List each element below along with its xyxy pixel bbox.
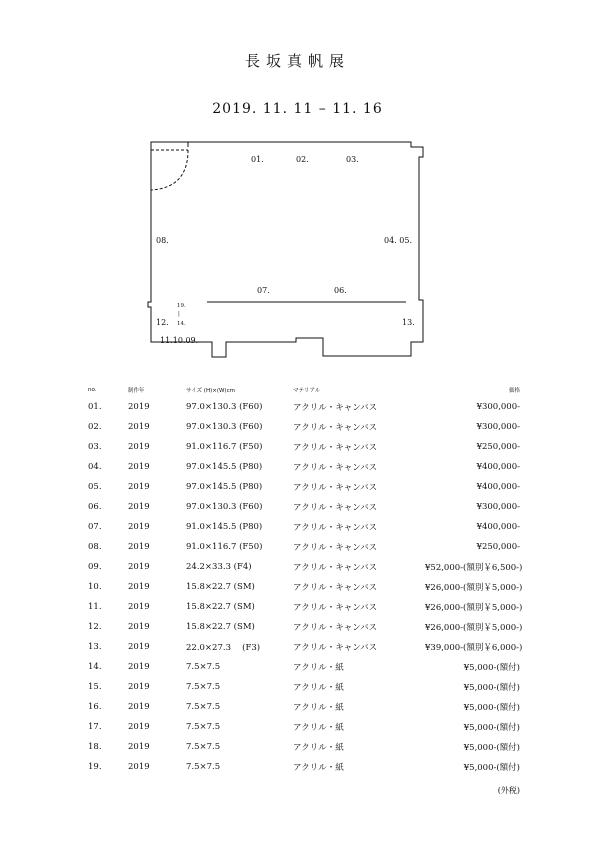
- cell-year: 2019: [128, 762, 150, 772]
- cell-size: 97.0×130.3 (F60): [186, 422, 263, 432]
- cell-price: ¥26,000-(額別￥5,000-): [425, 623, 523, 633]
- cell-year: 2019: [128, 522, 150, 532]
- cell-size: 15.8×22.7 (SM): [186, 622, 255, 632]
- cell-material: アクリル・紙: [293, 723, 344, 733]
- table-row: [88, 617, 520, 637]
- cell-year: 2019: [128, 702, 150, 712]
- cell-no: 07.: [88, 522, 102, 532]
- works-table-body: [88, 397, 523, 777]
- table-row: [88, 557, 520, 577]
- cell-year: 2019: [128, 502, 150, 512]
- cell-size: 97.0×145.5 (P80): [186, 482, 263, 492]
- cell-size: 15.8×22.7 (SM): [186, 582, 255, 592]
- cell-price: ¥5,000-(額付): [463, 683, 520, 693]
- cell-no: 09.: [88, 562, 102, 572]
- cell-size: 97.0×130.3 (F60): [186, 502, 263, 512]
- header-material: マテリアル: [293, 387, 321, 394]
- cell-size: 22.0×27.3 (F3): [186, 643, 261, 653]
- cell-material: アクリル・紙: [293, 763, 344, 773]
- cell-no: 19.: [88, 762, 102, 772]
- exhibition-dates: 2019. 11. 11 – 11. 16: [212, 101, 383, 117]
- table-header-row: [88, 382, 520, 397]
- cell-no: 13.: [88, 642, 102, 652]
- cell-no: 06.: [88, 502, 102, 512]
- cell-year: 2019: [128, 662, 150, 672]
- cell-no: 03.: [88, 442, 102, 452]
- cell-no: 14.: [88, 662, 102, 672]
- cell-no: 18.: [88, 742, 102, 752]
- cell-material: アクリル・紙: [293, 663, 344, 673]
- cell-year: 2019: [128, 442, 150, 452]
- cell-no: 15.: [88, 682, 102, 692]
- floor-plan: [140, 135, 440, 365]
- cell-size: 7.5×7.5: [186, 722, 221, 732]
- cell-price: ¥400,000-: [476, 522, 520, 532]
- cell-year: 2019: [128, 722, 150, 732]
- cell-no: 04.: [88, 462, 102, 472]
- table-row: [88, 757, 520, 777]
- table-row: [88, 637, 520, 657]
- cell-material: アクリル・紙: [293, 703, 344, 713]
- cell-price: ¥5,000-(額付): [463, 703, 520, 713]
- cell-material: アクリル・キャンバス: [293, 523, 378, 533]
- cell-material: アクリル・キャンバス: [293, 583, 378, 593]
- table-row: [88, 657, 520, 677]
- cell-material: アクリル・キャンバス: [293, 463, 378, 473]
- cell-price: ¥5,000-(額付): [463, 663, 520, 673]
- cell-size: 7.5×7.5: [186, 702, 221, 712]
- cell-size: 91.0×145.5 (P80): [186, 522, 263, 532]
- cell-size: 97.0×145.5 (P80): [186, 462, 263, 472]
- cell-material: アクリル・紙: [293, 683, 344, 693]
- cell-price: ¥300,000-: [476, 502, 520, 512]
- cell-material: アクリル・キャンバス: [293, 643, 378, 653]
- plan-label-12: 12.: [156, 318, 169, 327]
- cell-price: ¥52,000-(額別￥6,500-): [425, 563, 523, 573]
- cell-price: ¥5,000-(額付): [463, 763, 520, 773]
- cell-year: 2019: [128, 742, 150, 752]
- plan-label-01: 01.: [251, 155, 264, 164]
- table-row: [88, 537, 520, 557]
- plan-label-02: 02.: [296, 155, 309, 164]
- cell-size: 7.5×7.5: [186, 682, 221, 692]
- plan-label-03: 03.: [346, 155, 359, 164]
- cell-material: アクリル・キャンバス: [293, 443, 378, 453]
- cell-no: 16.: [88, 702, 102, 712]
- cell-material: アクリル・キャンバス: [293, 623, 378, 633]
- table-row: [88, 477, 520, 497]
- cell-price: ¥26,000-(額別￥5,000-): [425, 603, 523, 613]
- cell-no: 10.: [88, 582, 102, 592]
- cell-size: 91.0×116.7 (F50): [186, 442, 263, 452]
- cell-year: 2019: [128, 462, 150, 472]
- cell-size: 15.8×22.7 (SM): [186, 602, 255, 612]
- cell-price: ¥5,000-(額付): [463, 723, 520, 733]
- table-row: [88, 597, 520, 617]
- door-arc: [151, 150, 188, 190]
- plan-label-14: 14.: [177, 321, 186, 327]
- plan-label-04-05: 04. 05.: [384, 236, 412, 245]
- plan-label-06: 06.: [334, 286, 347, 295]
- cell-price: ¥39,000-(額別￥6,000-): [425, 643, 523, 653]
- table-row: [88, 697, 520, 717]
- plan-label-07: 07.: [257, 286, 270, 295]
- cell-material: アクリル・キャンバス: [293, 483, 378, 493]
- cell-material: アクリル・キャンバス: [293, 503, 378, 513]
- cell-price: ¥300,000-: [476, 422, 520, 432]
- cell-material: アクリル・キャンバス: [293, 423, 378, 433]
- cell-no: 01.: [88, 402, 102, 412]
- cell-no: 02.: [88, 422, 102, 432]
- table-row: [88, 517, 520, 537]
- plan-label-11-10-09: 11.10.09.: [160, 336, 199, 345]
- table-row: [88, 437, 520, 457]
- table-row: [88, 397, 520, 417]
- floor-plan-walls: [140, 135, 440, 365]
- cell-year: 2019: [128, 622, 150, 632]
- cell-year: 2019: [128, 542, 150, 552]
- cell-material: アクリル・キャンバス: [293, 403, 378, 413]
- tax-note: (外税): [497, 786, 520, 795]
- cell-material: アクリル・キャンバス: [293, 563, 378, 573]
- cell-price: ¥250,000-: [476, 542, 520, 552]
- cell-price: ¥26,000-(額別￥5,000-): [425, 583, 523, 593]
- table-row: [88, 417, 520, 437]
- works-table: [88, 382, 523, 777]
- cell-no: 08.: [88, 542, 102, 552]
- cell-material: アクリル・キャンバス: [293, 543, 378, 553]
- cell-price: ¥300,000-: [476, 402, 520, 412]
- cell-no: 12.: [88, 622, 102, 632]
- cell-no: 11.: [88, 602, 102, 612]
- cell-year: 2019: [128, 582, 150, 592]
- plan-label-08: 08.: [156, 236, 169, 245]
- exhibition-title: 長坂真帆展: [244, 52, 350, 70]
- table-row: [88, 457, 520, 477]
- table-row: [88, 737, 520, 757]
- header-no: no.: [88, 386, 97, 393]
- header-size: サイズ (H)×(W)cm: [186, 387, 235, 394]
- table-row: [88, 497, 520, 517]
- cell-year: 2019: [128, 602, 150, 612]
- cell-material: アクリル・キャンバス: [293, 603, 378, 613]
- cell-price: ¥5,000-(額付): [463, 743, 520, 753]
- cell-no: 17.: [88, 722, 102, 732]
- cell-material: アクリル・紙: [293, 743, 344, 753]
- cell-year: 2019: [128, 642, 150, 652]
- table-row: [88, 677, 520, 697]
- cell-year: 2019: [128, 562, 150, 572]
- cell-size: 97.0×130.3 (F60): [186, 402, 263, 412]
- table-row: [88, 717, 520, 737]
- cell-size: 7.5×7.5: [186, 742, 221, 752]
- plan-label-range-bar: |: [178, 311, 180, 317]
- cell-size: 7.5×7.5: [186, 662, 221, 672]
- cell-size: 24.2×33.3 (F4): [186, 562, 252, 572]
- header-year: 制作年: [128, 387, 145, 394]
- cell-price: ¥400,000-: [476, 462, 520, 472]
- table-row: [88, 577, 520, 597]
- floor-plan-outline: [148, 142, 423, 357]
- cell-size: 91.0×116.7 (F50): [186, 542, 263, 552]
- cell-year: 2019: [128, 482, 150, 492]
- plan-label-13: 13.: [402, 318, 415, 327]
- cell-price: ¥400,000-: [476, 482, 520, 492]
- cell-no: 05.: [88, 482, 102, 492]
- cell-year: 2019: [128, 422, 150, 432]
- cell-size: 7.5×7.5: [186, 762, 221, 772]
- cell-price: ¥250,000-: [476, 442, 520, 452]
- cell-year: 2019: [128, 402, 150, 412]
- header-price: 価格: [508, 387, 520, 394]
- plan-label-19: 19.: [177, 303, 186, 309]
- cell-year: 2019: [128, 682, 150, 692]
